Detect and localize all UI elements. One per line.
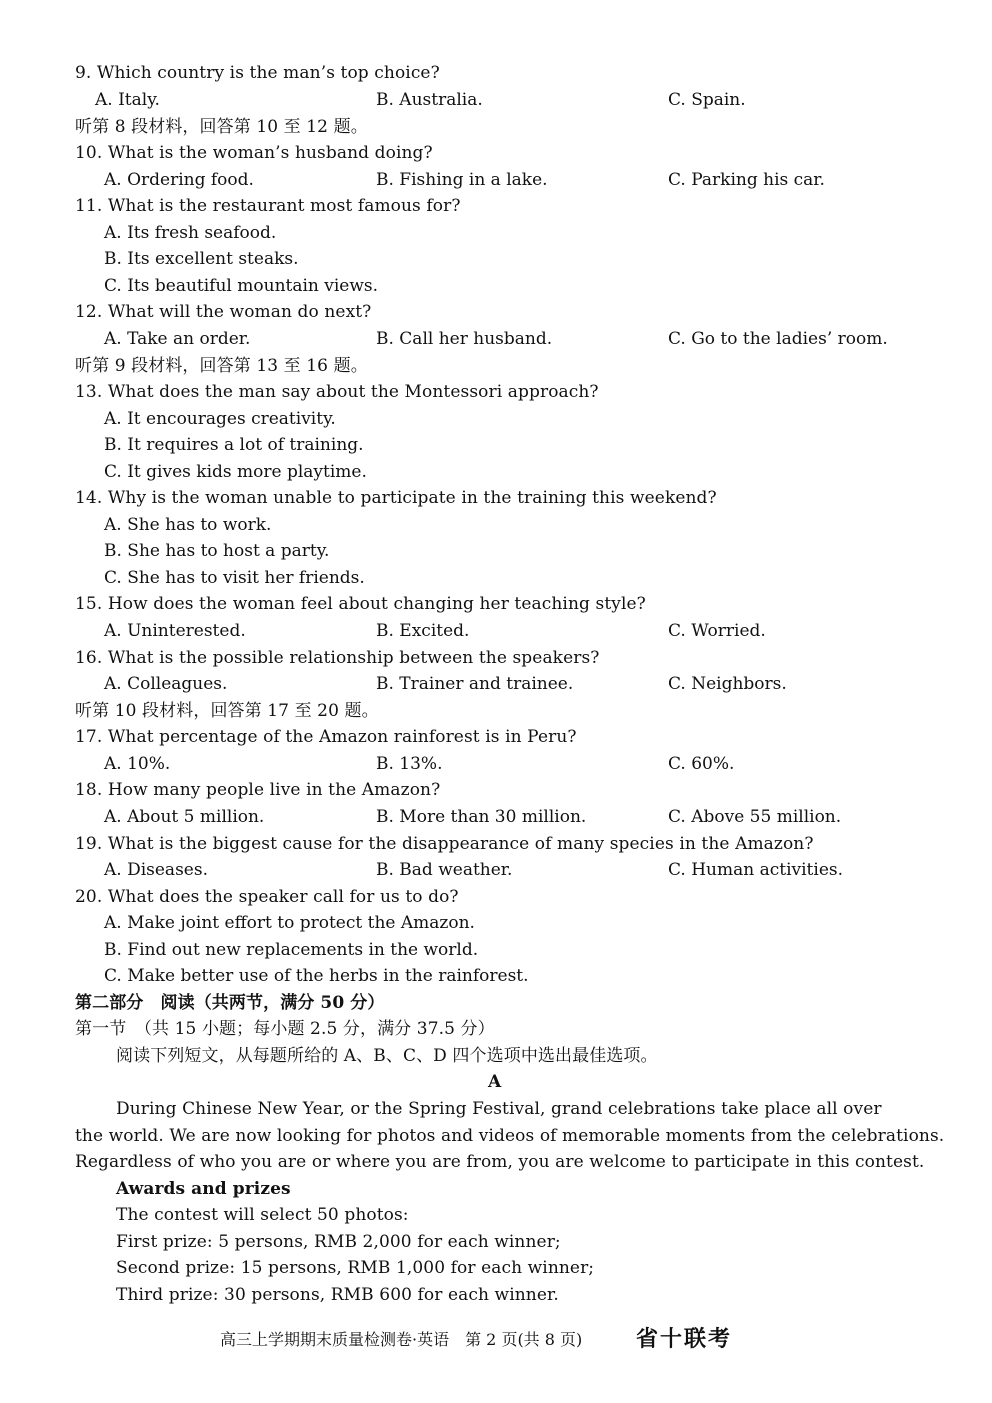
q11-option-b: B. Its excellent steaks. (104, 249, 299, 269)
q15-option-b: B. Excited. (376, 621, 470, 641)
second-prize-line: Second prize: 15 persons, RMB 1,000 for each winner; (116, 1258, 595, 1278)
q14-option-a: A. She has to work. (104, 515, 272, 535)
first-prize-line: First prize: 5 persons, RMB 2,000 for each winner; (116, 1232, 561, 1252)
q9-option-b: B. Australia. (376, 90, 483, 110)
q17-option-a: A. 10%. (104, 754, 171, 774)
q15-option-a: A. Uninterested. (104, 621, 246, 641)
q16-option-a: A. Colleagues. (104, 674, 228, 694)
q14-option-b: B. She has to host a party. (104, 541, 330, 561)
passage-line-3: Regardless of who you are or where you are from, you are welcome to participate in this contest. (75, 1152, 925, 1172)
q10-option-a: A. Ordering food. (104, 170, 254, 190)
q13-option-b: B. It requires a lot of training. (104, 435, 364, 455)
section-8-instruction: 听第 8 段材料，回答第 10 至 12 题。 (75, 117, 368, 137)
reading-instruction: 阅读下列短文，从每题所给的 A、B、C、D 四个选项中选出最佳选项。 (116, 1046, 658, 1066)
q13-option-a: A. It encourages creativity. (104, 409, 336, 429)
q20-option-c: C. Make better use of the herbs in the rainforest. (104, 966, 529, 986)
q15-stem: 15. How does the woman feel about changing her teaching style? (75, 594, 646, 614)
q16-option-c: C. Neighbors. (668, 674, 787, 694)
q10-option-b: B. Fishing in a lake. (376, 170, 548, 190)
q16-stem: 16. What is the possible relationship between the speakers? (75, 648, 600, 668)
brand-logo-text: 省十联考 (636, 1327, 733, 1352)
part-2-heading: 第二部分 阅读（共两节，满分 50 分） (75, 993, 385, 1013)
q19-option-c: C. Human activities. (668, 860, 844, 880)
q18-option-a: A. About 5 million. (104, 807, 265, 827)
q11-stem: 11. What is the restaurant most famous for? (75, 196, 461, 216)
q10-option-c: C. Parking his car. (668, 170, 825, 190)
q16-option-b: B. Trainer and trainee. (376, 674, 574, 694)
q13-option-c: C. It gives kids more playtime. (104, 462, 367, 482)
q18-stem: 18. How many people live in the Amazon? (75, 780, 441, 800)
page-footer: 高三上学期期末质量检测卷·英语 第 2 页(共 8 页) (220, 1330, 583, 1349)
q13-stem: 13. What does the man say about the Montessori approach? (75, 382, 599, 402)
q20-option-b: B. Find out new replacements in the world. (104, 940, 479, 960)
q9-option-c: C. Spain. (668, 90, 746, 110)
q12-option-c: C. Go to the ladies’ room. (668, 329, 888, 349)
passage-line-1: During Chinese New Year, or the Spring Festival, grand celebrations take place all over (116, 1099, 882, 1119)
q17-option-b: B. 13%. (376, 754, 443, 774)
q18-option-b: B. More than 30 million. (376, 807, 587, 827)
q19-option-b: B. Bad weather. (376, 860, 513, 880)
q12-option-b: B. Call her husband. (376, 329, 553, 349)
q11-option-c: C. Its beautiful mountain views. (104, 276, 379, 296)
q17-stem: 17. What percentage of the Amazon rainforest is in Peru? (75, 727, 577, 747)
section-1-heading: 第一节 （共 15 小题；每小题 2.5 分，满分 37.5 分） (75, 1019, 495, 1039)
passage-line-2: the world. We are now looking for photos and videos of memorable moments from the celebrations. (75, 1126, 945, 1146)
q14-stem: 14. Why is the woman unable to participate in the training this weekend? (75, 488, 717, 508)
q17-option-c: C. 60%. (668, 754, 735, 774)
q20-stem: 20. What does the speaker call for us to do? (75, 887, 459, 907)
passage-label: A (488, 1072, 502, 1092)
section-10-instruction: 听第 10 段材料，回答第 17 至 20 题。 (75, 701, 379, 721)
q19-stem: 19. What is the biggest cause for the disappearance of many species in the Amazon? (75, 834, 814, 854)
q12-option-a: A. Take an order. (104, 329, 251, 349)
third-prize-line: Third prize: 30 persons, RMB 600 for each winner. (116, 1285, 559, 1305)
q19-option-a: A. Diseases. (104, 860, 208, 880)
q12-stem: 12. What will the woman do next? (75, 302, 372, 322)
q20-option-a: A. Make joint effort to protect the Amazon. (104, 913, 475, 933)
q14-option-c: C. She has to visit her friends. (104, 568, 365, 588)
awards-heading: Awards and prizes (116, 1179, 291, 1199)
contest-select-line: The contest will select 50 photos: (116, 1205, 409, 1225)
q9-option-a: A. Italy. (95, 90, 160, 110)
q15-option-c: C. Worried. (668, 621, 766, 641)
q11-option-a: A. Its fresh seafood. (104, 223, 277, 243)
q9-stem: 9. Which country is the man’s top choice? (75, 63, 440, 83)
section-9-instruction: 听第 9 段材料，回答第 13 至 16 题。 (75, 356, 368, 376)
q18-option-c: C. Above 55 million. (668, 807, 842, 827)
q10-stem: 10. What is the woman’s husband doing? (75, 143, 433, 163)
